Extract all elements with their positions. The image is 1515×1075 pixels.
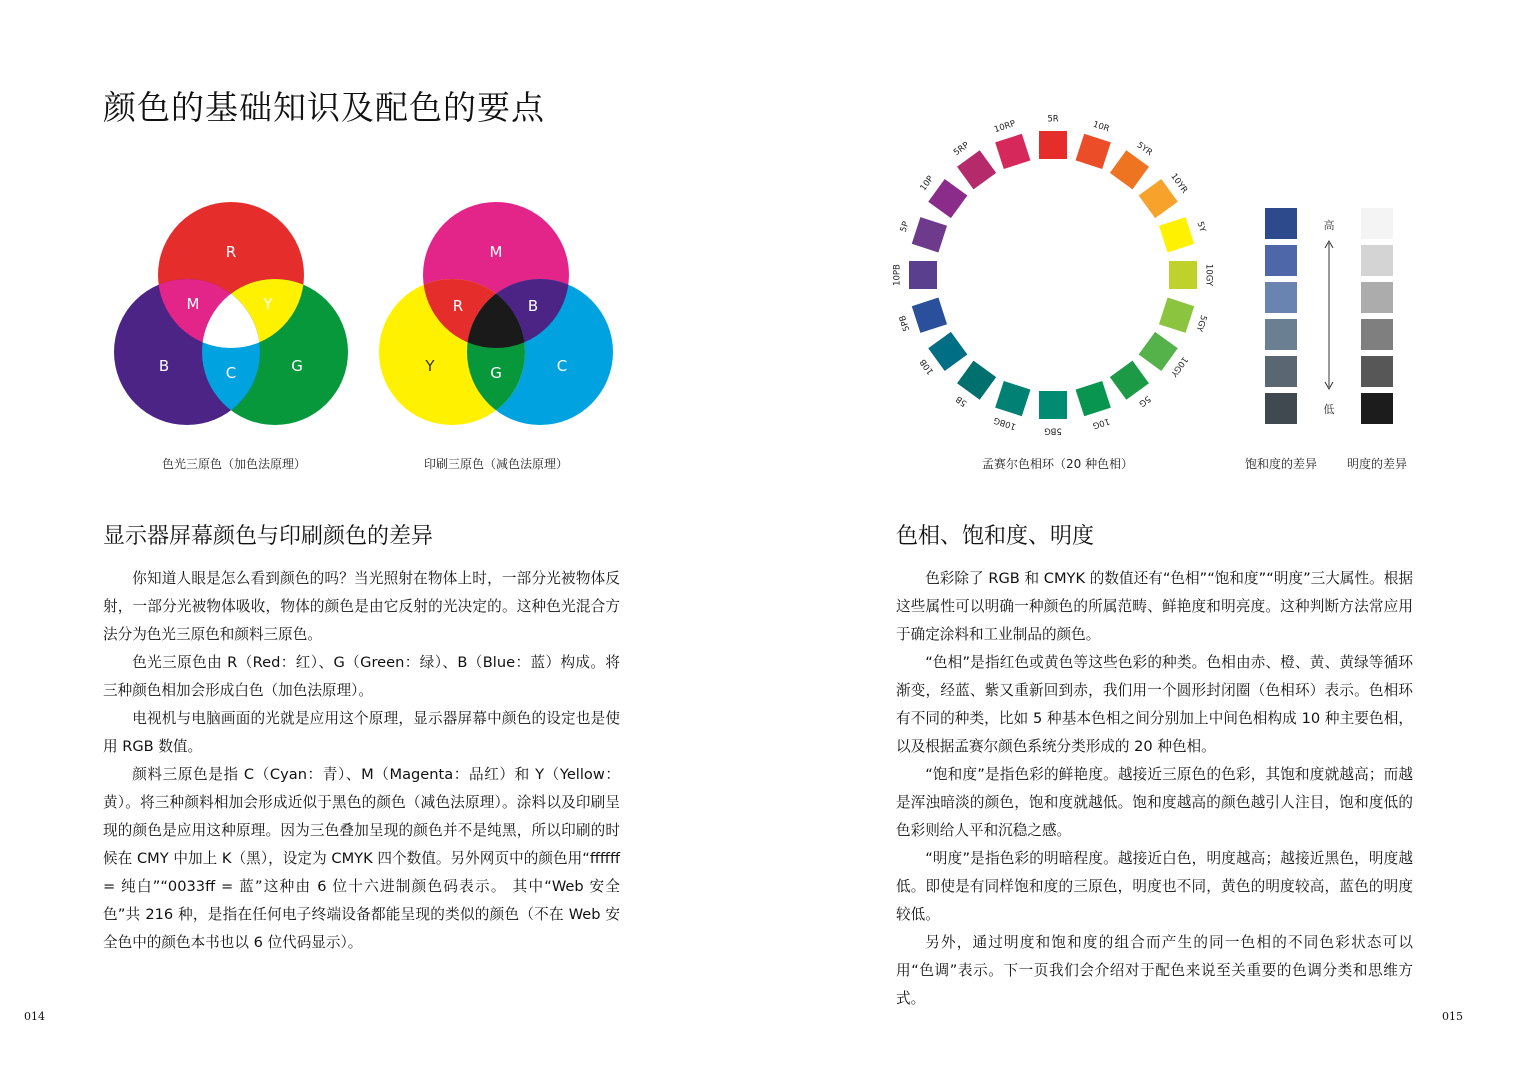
- hue-label: 10YR: [1168, 171, 1190, 196]
- hue-swatch: [912, 217, 947, 252]
- cmy-label-g: G: [490, 364, 502, 382]
- hue-swatch: [957, 150, 996, 189]
- right-section-body: [896, 565, 1413, 1013]
- hue-swatch: [1139, 179, 1178, 218]
- hue-label: 5YR: [1134, 140, 1155, 159]
- right-paragraph: 另外，通过明度和饱和度的组合而产生的同一色相的不同色彩状态可以用“色调”表示。下一页我们会介绍对于配色来说至关重要的色调分类和思维方式。: [896, 934, 1413, 1007]
- page-number-right: 015: [1442, 1010, 1463, 1023]
- rgb-caption: 色光三原色（加色法原理）: [162, 457, 307, 471]
- hue-swatch: [1110, 150, 1149, 189]
- hue-label: 5GY: [1193, 313, 1209, 333]
- hue-swatch: [928, 179, 967, 218]
- cmy-label-y: Y: [425, 357, 435, 375]
- rgb-label-g: G: [291, 357, 303, 375]
- saturation-swatch: [1265, 245, 1297, 276]
- lightness-swatch: [1361, 245, 1393, 276]
- hue-swatch: [909, 261, 937, 289]
- lightness-swatch: [1361, 208, 1393, 239]
- right-paragraph: “色相”是指红色或黄色等这些色彩的种类。色相由赤、橙、黄、黄绿等循环渐变，经蓝、紫又重新回到赤，我们用一个圆形封闭圈（色相环）表示。色相环有不同的种类，比如 5 种基本色相之间分别加上中间色相构成 10 种主要色相，以及根据孟赛尔颜色系统分类形成的 20 种色相。: [896, 654, 1413, 755]
- rgb-label-c: C: [225, 364, 237, 382]
- hue-label: 5BG: [1044, 425, 1062, 436]
- hue-label: 10G: [1091, 415, 1111, 431]
- hue-label: 10RP: [993, 118, 1017, 136]
- hue-swatch: [1076, 381, 1111, 416]
- cmy-caption: 印刷三原色（减色法原理）: [424, 457, 569, 471]
- saturation-scale: [1265, 208, 1297, 430]
- cmy-label-c: C: [556, 357, 568, 375]
- right-paragraph: “饱和度”是指色彩的鲜艳度。越接近三原色的色彩，其饱和度就越高；而越是浑浊暗淡的颜色，饱和度就越低。饱和度越高的颜色越引人注目，饱和度低的色彩则给人平和沉稳之感。: [896, 766, 1413, 839]
- hue-label: 10PB: [892, 264, 903, 286]
- lightness-swatch: [1361, 356, 1393, 387]
- left-section-body: [103, 565, 620, 957]
- hue-swatch: [1110, 361, 1149, 400]
- page-number-left: 014: [24, 1010, 45, 1023]
- hue-label: 5PB: [897, 313, 913, 333]
- cmy-label-r: R: [452, 297, 464, 315]
- saturation-caption: 饱和度的差异: [1245, 457, 1318, 471]
- saturation-swatch: [1265, 393, 1297, 424]
- saturation-swatch: [1265, 282, 1297, 313]
- hue-ring-caption: 孟赛尔色相环（20 种色相）: [982, 457, 1134, 471]
- hue-swatch: [995, 381, 1030, 416]
- hue-label: 10GY: [1168, 354, 1190, 379]
- hue-label: 5G: [1136, 393, 1153, 409]
- saturation-swatch: [1265, 356, 1297, 387]
- hue-swatch: [912, 298, 947, 333]
- hue-label: 5P: [898, 220, 912, 234]
- rgb-additive-diagram: [105, 195, 360, 435]
- arrow-high-label: 高: [1323, 219, 1335, 232]
- hue-swatch: [1159, 217, 1194, 252]
- right-paragraph: “明度”是指色彩的明暗程度。越接近白色，明度越高；越接近黑色，明度越低。即使是有同样饱和度的三原色，明度也不同，黄色的明度较高，蓝色的明度较低。: [896, 850, 1413, 923]
- left-paragraph: 色光三原色由 R（Red：红）、G（Green：绿）、B（Blue：蓝）构成。将三种颜色相加会形成白色（加色法原理）。: [103, 654, 620, 699]
- hue-swatch: [1159, 298, 1194, 333]
- hue-swatch: [1076, 134, 1111, 169]
- hue-swatch: [1139, 332, 1178, 371]
- saturation-swatch: [1265, 319, 1297, 350]
- lightness-swatch: [1361, 393, 1393, 424]
- left-paragraph: 颜料三原色是指 C（Cyan：青）、M（Magenta：品红）和 Y（Yellow：黄）。将三种颜料相加会形成近似于黑色的颜色（减色法原理）。涂料以及印刷呈现的颜色是应用这种原理。因为三色叠加呈现的颜色并不是纯黑，所以印刷的时候在 CMY 中加上 K（黑），设定为 CMYK 四个数值。另外网页中的颜色用“ffffff = 纯白”“0033ff = 蓝”这种由 6 位十六进制颜色码表示。 其中“Web 安全色”共 216 种，是指在任何电子终端设备都能呈现的类似的颜色（不在 Web 安全色中的颜色本书也以 6 位代码显示）。: [103, 766, 620, 951]
- cmy-subtractive-diagram: [372, 195, 627, 435]
- hue-swatch: [995, 134, 1030, 169]
- hue-swatch: [1169, 261, 1197, 289]
- hue-label: 5R: [1047, 114, 1059, 125]
- saturation-swatch: [1265, 208, 1297, 239]
- rgb-label-b: B: [158, 357, 170, 375]
- right-paragraph: 色彩除了 RGB 和 CMYK 的数值还有“色相”“饱和度”“明度”三大属性。根据这些属性可以明确一种颜色的所属范畴、鲜艳度和明亮度。这种判断方法常应用于确定涂料和工业制品的颜色。: [896, 570, 1413, 643]
- rgb-label-r: R: [225, 243, 237, 261]
- hue-swatch: [1039, 391, 1067, 419]
- lightness-swatch: [1361, 282, 1393, 313]
- hue-label: 5RP: [951, 140, 972, 159]
- hue-label: 10R: [1091, 119, 1111, 135]
- hue-swatch: [957, 361, 996, 400]
- rgb-label-m: M: [186, 295, 200, 313]
- cmy-label-m: M: [489, 243, 503, 261]
- rgb-label-y: Y: [263, 295, 273, 313]
- lightness-swatch: [1361, 319, 1393, 350]
- hue-label: 10BG: [992, 414, 1018, 432]
- left-section-heading: 显示器屏幕颜色与印刷颜色的差异: [103, 524, 434, 549]
- lightness-scale: [1361, 208, 1393, 430]
- high-low-arrow: [1318, 215, 1340, 415]
- hue-label: 10P: [918, 174, 936, 193]
- lightness-caption: 明度的差异: [1347, 457, 1408, 471]
- munsell-hue-ring: [890, 110, 1220, 440]
- hue-label: 5Y: [1194, 220, 1208, 234]
- left-paragraph: 你知道人眼是怎么看到颜色的吗？当光照射在物体上时，一部分光被物体反射，一部分光被物体吸收，物体的颜色是由它反射的光决定的。这种色光混合方法分为色光三原色和颜料三原色。: [103, 570, 620, 643]
- left-paragraph: 电视机与电脑画面的光就是应用这个原理，显示器屏幕中颜色的设定也是使用 RGB 数值。: [103, 710, 620, 755]
- right-section-heading: 色相、饱和度、明度: [896, 524, 1095, 549]
- hue-label: 10GY: [1203, 263, 1214, 287]
- hue-swatch: [1039, 131, 1067, 159]
- arrow-low-label: 低: [1323, 403, 1335, 415]
- cmy-label-b: B: [527, 297, 539, 315]
- hue-label: 5B: [954, 393, 970, 409]
- hue-label: 10B: [918, 356, 937, 377]
- hue-swatch: [928, 332, 967, 371]
- page-title: 颜色的基础知识及配色的要点: [103, 88, 545, 127]
